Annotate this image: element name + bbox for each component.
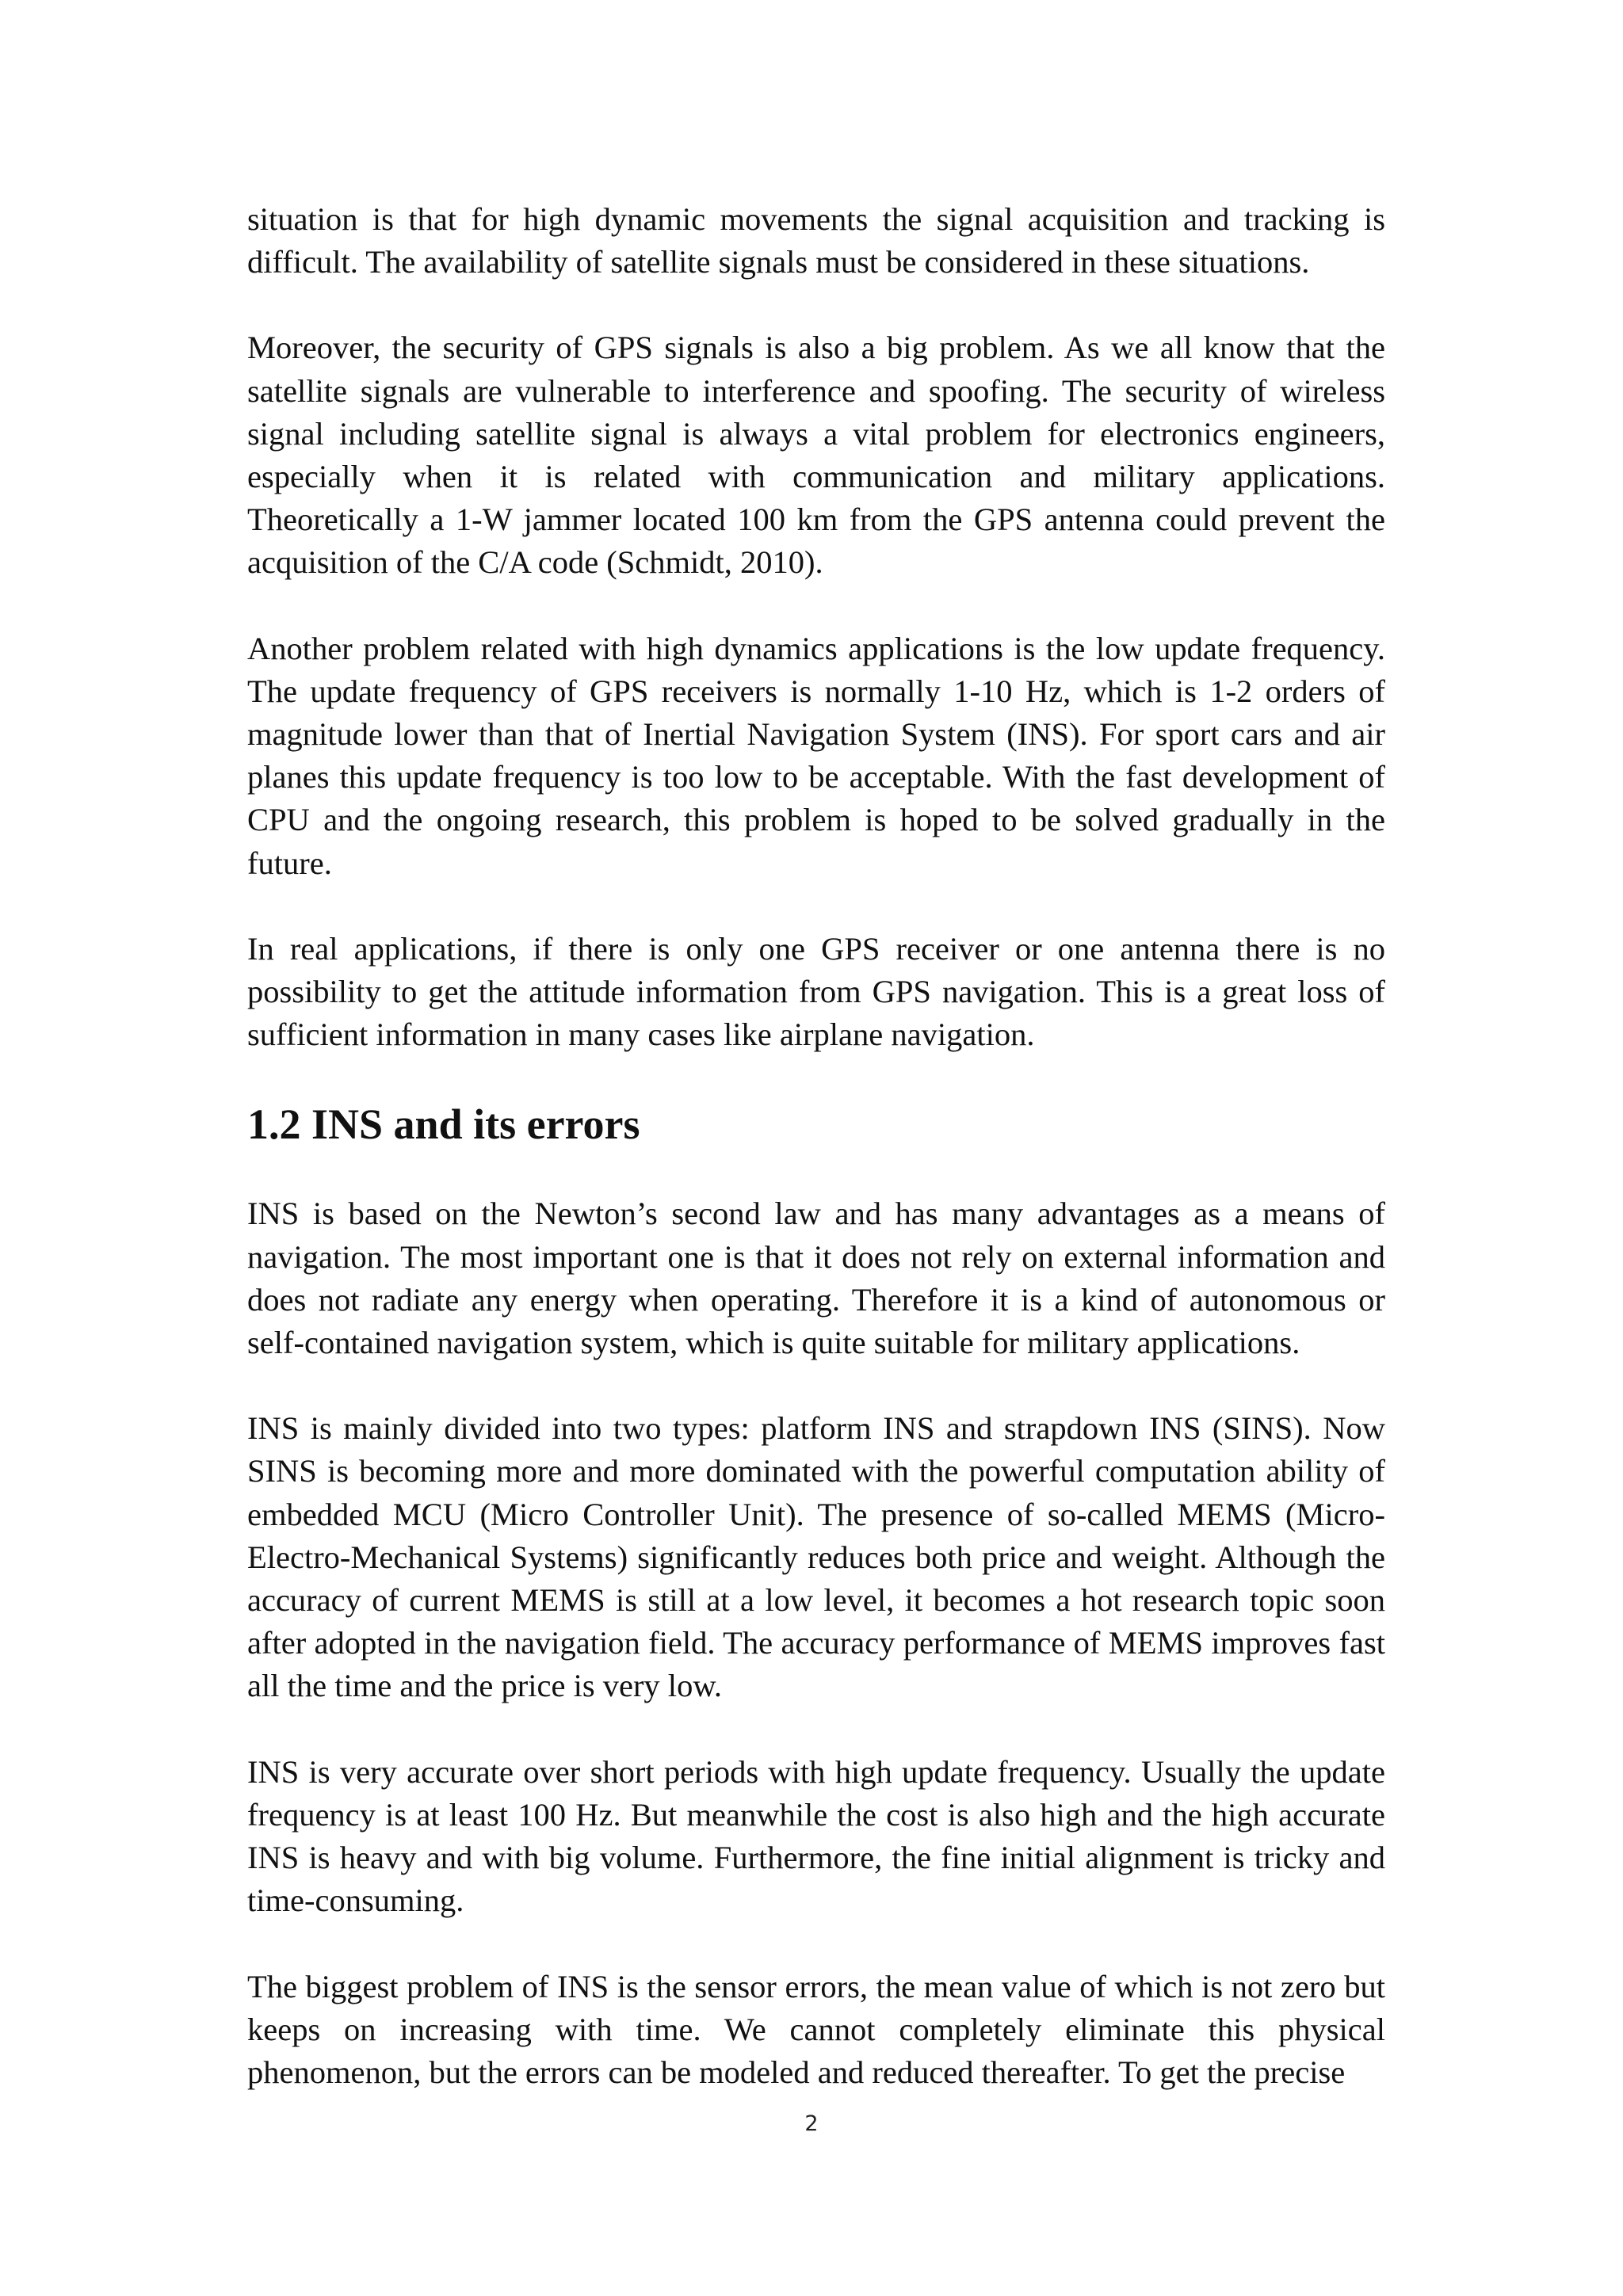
paragraph-satellite-availability: situation is that for high dynamic movements the signal acquisition and tracking is difficult. The availability of satellite signals must be considered in these situations. — [247, 201, 1385, 280]
paragraph-ins-accuracy: INS is very accurate over short periods with high update frequency. Usually the update frequency is at least 100 Hz. But meanwhile the cost is also high and the high accurate INS is heavy and with big volume. Furthermore, the fine initial alignment is tricky and time-consuming. — [247, 1753, 1385, 1919]
page-content — [247, 198, 1385, 2137]
paragraph-sensor-errors: The biggest problem of INS is the sensor errors, the mean value of which is not zero but keeps on increasing with time. We cannot completely eliminate this physical phenomenon, but the errors can be modeled and reduced thereafter. To get the precise — [247, 1968, 1385, 2090]
paragraph-attitude-information: In real applications, if there is only one GPS receiver or one antenna there is no possibility to get the attitude information from GPS navigation. This is a great loss of sufficient information in many cases like airplane navigation. — [247, 930, 1385, 1053]
paragraph-update-frequency: Another problem related with high dynamics applications is the low update frequency. The update frequency of GPS receivers is normally 1-10 Hz, which is 1-2 orders of magnitude lower than that of Inertial Navigation System (INS). For sport cars and air planes this update frequency is too low to be acceptable. With the fast development of CPU and the ongoing research, this problem is hoped to be solved gradually in the future. — [247, 630, 1385, 881]
paragraph-ins-advantages: INS is based on the Newton’s second law and has many advantages as a means of navigation. The most important one is that it does not rely on external information and does not radiate any energy when operating. Therefore it is a kind of autonomous or self-contained navigation system, which is quite suitable for military applications. — [247, 1196, 1385, 1361]
paragraph-gps-security: Moreover, the security of GPS signals is also a big problem. As we all know that the satellite signals are vulnerable to interference and spoofing. The security of wireless signal including satellite signal is always a vital problem for electronics engineers, especially when it is related with communication and military applications. Theoretically a 1-W jammer located 100 km from the GPS antenna could prevent the acquisition of the C/A code (Schmidt, 2010). — [247, 330, 1385, 581]
paragraph-ins-types: INS is mainly divided into two types: platform INS and strapdown INS (SINS). Now SINS is becoming more and more dominated with the powerful computation ability of embedded MCU (Micro Controller Unit). The presence of so-called MEMS (Micro-Electro-Mechanical Systems) significantly reduces both price and weight. Although the accuracy of current MEMS is still at a low level, it becomes a hot research topic soon after adopted in the navigation field. The accuracy performance of MEMS improves fast all the time and the price is very low. — [247, 1410, 1385, 1704]
section-heading: 1.2 INS and its errors — [247, 1100, 640, 1149]
page-number: 2 — [804, 2111, 819, 2136]
